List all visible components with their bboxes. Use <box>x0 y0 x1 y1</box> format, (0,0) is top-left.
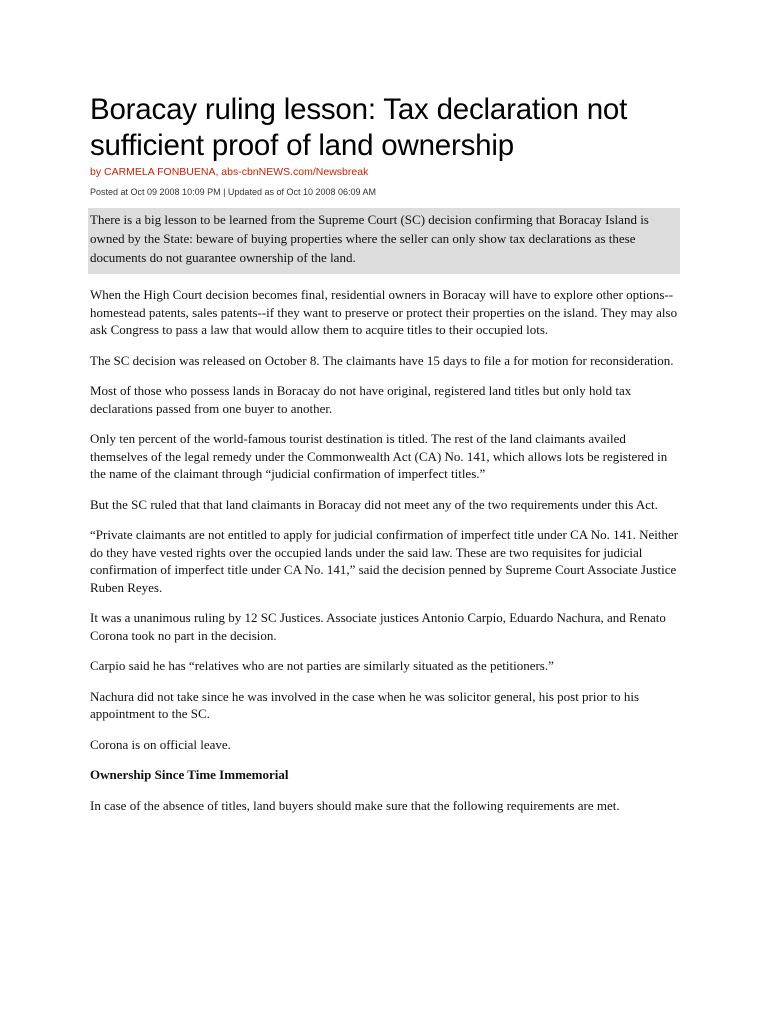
body-paragraph: “Private claimants are not entitled to apply for judicial confirmation of imperfect title under CA No. 141. Neither do they have vested rights over the occupied lands under the said law. These are two requisites for judicial confirmation of imperfect title under CA No. 141,” said the decision penned by Supreme Court Associate Justice Ruben Reyes. <box>90 527 679 595</box>
body-paragraph: The SC decision was released on October 8. The claimants have 15 days to file a for motion for reconsideration. <box>90 352 674 368</box>
section-subheading: Ownership Since Time Immemorial <box>90 767 289 782</box>
article-timestamp: Posted at Oct 09 2008 10:09 PM | Updated as of Oct 10 2008 06:09 AM <box>90 187 377 197</box>
lead-paragraph: There is a big lesson to be learned from the Supreme Court (SC) decision confirming that Boracay Island is owned by the State: beware of buying properties where the seller can only show tax declarations as these documents do not guarantee ownership of the land. <box>90 212 649 265</box>
body-paragraph: When the High Court decision becomes final, residential owners in Boracay will have to explore other options--homestead patents, sales patents--if they want to preserve or protect their properties on the island. They may also ask Congress to pass a law that would allow them to acquire titles to their occupied lots. <box>90 287 678 337</box>
lead-highlight-box <box>88 208 680 274</box>
body-paragraph: Most of those who possess lands in Boracay do not have original, registered land titles but only hold tax declarations passed from one buyer to another. <box>90 383 632 416</box>
closing-paragraph: In case of the absence of titles, land buyers should make sure that the following requirements are met. <box>90 797 620 813</box>
article-header <box>90 92 680 198</box>
body-paragraph: Corona is on official leave. <box>90 736 231 752</box>
article-body <box>90 286 682 827</box>
body-paragraph: Nachura did not take since he was involved in the case when he was solicitor general, his post prior to his appointment to the SC. <box>90 688 640 721</box>
body-paragraph: It was a unanimous ruling by 12 SC Justices. Associate justices Antonio Carpio, Eduardo Nachura, and Renato Corona took no part in the decision. <box>90 610 666 643</box>
body-paragraph: But the SC ruled that that land claimants in Boracay did not meet any of the two requirements under this Act. <box>90 496 658 512</box>
article-headline: Boracay ruling lesson: Tax declaration not sufficient proof of land ownership <box>90 93 628 162</box>
body-paragraph: Carpio said he has “relatives who are not parties are similarly situated as the petitioners.” <box>90 658 554 673</box>
article-byline[interactable]: by CARMELA FONBUENA, abs-cbnNEWS.com/Newsbreak <box>90 166 369 178</box>
body-paragraph: Only ten percent of the world-famous tourist destination is titled. The rest of the land claimants availed themselves of the legal remedy under the Commonwealth Act (CA) No. 141, which allows lots be registered in the name of the claimant through “judicial confirmation of imperfect titles.” <box>90 431 668 481</box>
